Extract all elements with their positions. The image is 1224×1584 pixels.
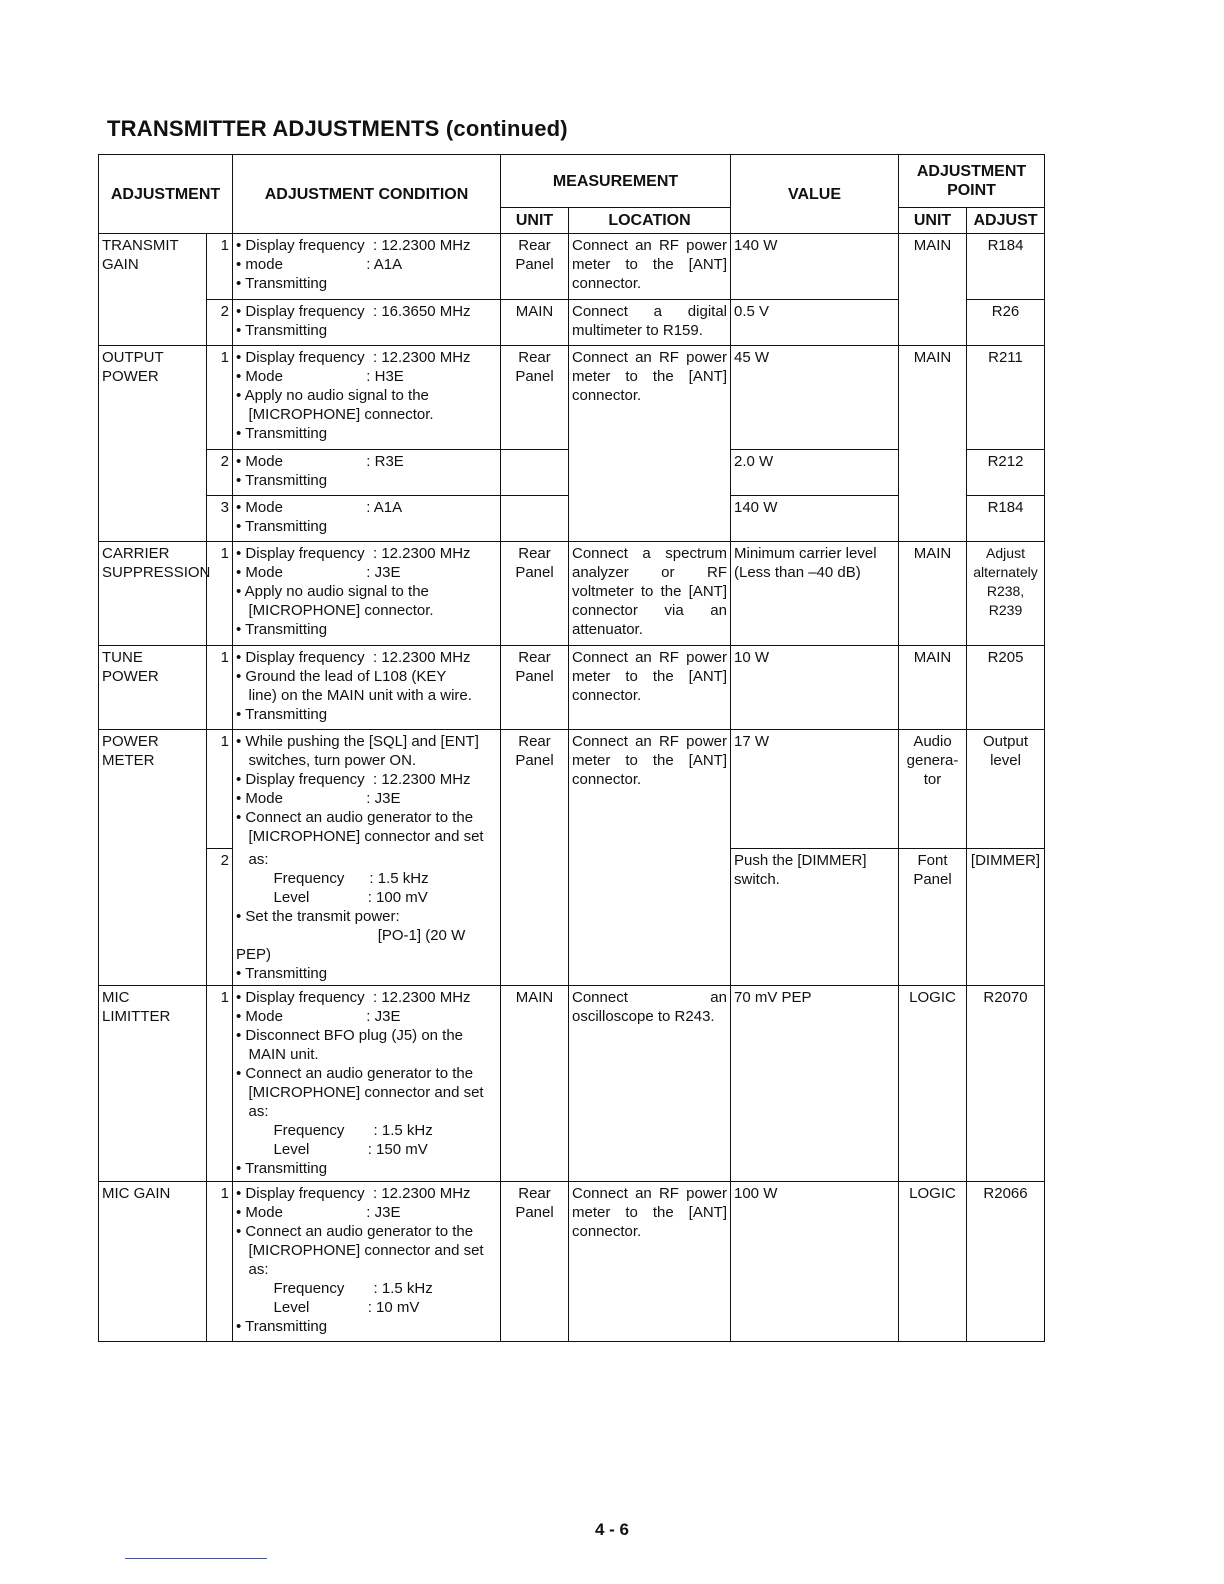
value-cell: 2.0 W xyxy=(731,450,899,496)
table-row xyxy=(99,730,1045,849)
measurement-location: Connect a spectrum analyzer or RF voltmeter to the [ANT] connector via an attenuator. xyxy=(569,542,731,646)
adjustment-name: TRANSMIT GAIN xyxy=(99,234,207,346)
point-adjust: R2070 xyxy=(967,986,1045,1182)
measurement-location: Connect an RF power meter to the [ANT] connector. xyxy=(569,234,731,300)
value-cell: 100 W xyxy=(731,1182,899,1342)
measurement-unit: Rear Panel xyxy=(501,542,569,646)
adjustment-name: MIC GAIN xyxy=(99,1182,207,1342)
value-cell: 140 W xyxy=(731,234,899,300)
condition-cell: • Display frequency : 12.2300 MHz • mode : A1A • Transmitting xyxy=(233,234,501,300)
adjustment-name: POWER METER xyxy=(99,730,207,986)
measurement-location: Connect an RF power meter to the [ANT] connector. xyxy=(569,1182,731,1342)
point-unit: LOGIC xyxy=(899,986,967,1182)
point-adjust: [DIMMER] xyxy=(967,848,1045,986)
condition-cell: • Display frequency : 12.2300 MHz • Ground the lead of L108 (KEY line) on the MAIN unit with a wire. • Transmitting xyxy=(233,646,501,730)
condition-cell: • Display frequency : 12.2300 MHz • Mode : J3E • Connect an audio generator to the [MICROPHONE] connector and set as: Frequency : 1.5 kHz Level : 10 mV • Transmitting xyxy=(233,1182,501,1342)
value-cell: 0.5 V xyxy=(731,300,899,346)
condition-cell: as: Frequency : 1.5 kHz Level : 100 mV • Set the transmit power: [PO-1] (20 W PEP) • Transmitting xyxy=(233,848,501,986)
header-point-adjust: ADJUST xyxy=(967,208,1045,234)
condition-cell: • Mode : A1A • Transmitting xyxy=(233,496,501,542)
header-adjustment: ADJUSTMENT xyxy=(99,155,233,234)
value-cell: 17 W xyxy=(731,730,899,849)
adjustment-table xyxy=(98,154,1045,1342)
adjustment-name: CARRIER SUPPRESSION xyxy=(99,542,207,646)
point-adjust: R211 xyxy=(967,346,1045,450)
condition-cell: • Display frequency : 12.2300 MHz • Mode : H3E • Apply no audio signal to the [MICROPHONE] connector. • Transmitting xyxy=(233,346,501,450)
value-cell: 140 W xyxy=(731,496,899,542)
point-adjust: R2066 xyxy=(967,1182,1045,1342)
measurement-unit xyxy=(501,450,569,496)
step-number: 3 xyxy=(207,496,233,542)
header-condition: ADJUSTMENT CONDITION xyxy=(233,155,501,234)
header-row-1 xyxy=(99,155,1045,208)
measurement-location: Connect an RF power meter to the [ANT] connector. xyxy=(569,646,731,730)
adjustment-name: OUTPUT POWER xyxy=(99,346,207,542)
step-number: 1 xyxy=(207,346,233,450)
table-row xyxy=(99,234,1045,300)
header-adjustment-point: ADJUSTMENT POINT xyxy=(899,155,1045,208)
header-location: LOCATION xyxy=(569,208,731,234)
measurement-unit: Rear Panel xyxy=(501,730,569,986)
condition-cell: • Mode : R3E • Transmitting xyxy=(233,450,501,496)
measurement-location: Connect an oscilloscope to R243. xyxy=(569,986,731,1182)
value-cell: 45 W xyxy=(731,346,899,450)
page-title: TRANSMITTER ADJUSTMENTS (continued) xyxy=(107,116,568,141)
value-cell: 70 mV PEP xyxy=(731,986,899,1182)
value-cell: 10 W xyxy=(731,646,899,730)
step-number: 1 xyxy=(207,234,233,300)
adjustment-name: TUNE POWER xyxy=(99,646,207,730)
step-number: 1 xyxy=(207,730,233,849)
page-number: 4 - 6 xyxy=(594,1520,630,1539)
header-value: VALUE xyxy=(731,155,899,234)
step-number: 1 xyxy=(207,646,233,730)
condition-cell: • Display frequency : 12.2300 MHz • Mode : J3E • Apply no audio signal to the [MICROPHONE] connector. • Transmitting xyxy=(233,542,501,646)
measurement-unit xyxy=(501,496,569,542)
step-number: 2 xyxy=(207,450,233,496)
point-unit: MAIN xyxy=(899,346,967,542)
point-unit: LOGIC xyxy=(899,1182,967,1342)
condition-cell: • Display frequency : 12.2300 MHz • Mode : J3E • Disconnect BFO plug (J5) on the MAIN unit. • Connect an audio generator to the [MICROPHONE] connector and set as: Frequency : 1.5 kHz Level : 150 mV • Transmitting xyxy=(233,986,501,1182)
step-number: 2 xyxy=(207,848,233,986)
step-number: 1 xyxy=(207,986,233,1182)
value-cell: Minimum carrier level (Less than –40 dB) xyxy=(731,542,899,646)
table-row xyxy=(99,1182,1045,1342)
measurement-location: Connect an RF power meter to the [ANT] connector. xyxy=(569,730,731,986)
header-measurement: MEASUREMENT xyxy=(501,155,731,208)
step-number: 2 xyxy=(207,300,233,346)
measurement-location: Connect a digital multimeter to R159. xyxy=(569,300,731,346)
point-unit: MAIN xyxy=(899,234,967,346)
point-unit: MAIN xyxy=(899,646,967,730)
value-cell: Push the [DIMMER] switch. xyxy=(731,848,899,986)
point-adjust: Output level xyxy=(967,730,1045,849)
measurement-location: Connect an RF power meter to the [ANT] connector. xyxy=(569,346,731,542)
measurement-unit: Rear Panel xyxy=(501,234,569,300)
condition-cell: • Display frequency : 16.3650 MHz • Transmitting xyxy=(233,300,501,346)
point-unit: Font Panel xyxy=(899,848,967,986)
point-unit: MAIN xyxy=(899,542,967,646)
condition-cell: • While pushing the [SQL] and [ENT] switches, turn power ON. • Display frequency : 12.2300 MHz • Mode : J3E • Connect an audio generator to the [MICROPHONE] connector and set xyxy=(233,730,501,849)
table-row xyxy=(99,646,1045,730)
step-number: 1 xyxy=(207,542,233,646)
point-adjust: Adjust alternately R238, R239 xyxy=(967,542,1045,646)
header-point-unit: UNIT xyxy=(899,208,967,234)
table-row xyxy=(99,986,1045,1182)
footer-divider xyxy=(125,1558,267,1559)
table-row xyxy=(99,542,1045,646)
header-unit: UNIT xyxy=(501,208,569,234)
measurement-unit: MAIN xyxy=(501,300,569,346)
measurement-unit: Rear Panel xyxy=(501,346,569,450)
point-adjust: R212 xyxy=(967,450,1045,496)
adjustment-name: MIC LIMITTER xyxy=(99,986,207,1182)
measurement-unit: Rear Panel xyxy=(501,646,569,730)
point-adjust: R184 xyxy=(967,496,1045,542)
step-number: 1 xyxy=(207,1182,233,1342)
point-unit: Audio genera- tor xyxy=(899,730,967,849)
point-adjust: R26 xyxy=(967,300,1045,346)
point-adjust: R184 xyxy=(967,234,1045,300)
point-adjust: R205 xyxy=(967,646,1045,730)
measurement-unit: Rear Panel xyxy=(501,1182,569,1342)
measurement-unit: MAIN xyxy=(501,986,569,1182)
table-row xyxy=(99,346,1045,450)
